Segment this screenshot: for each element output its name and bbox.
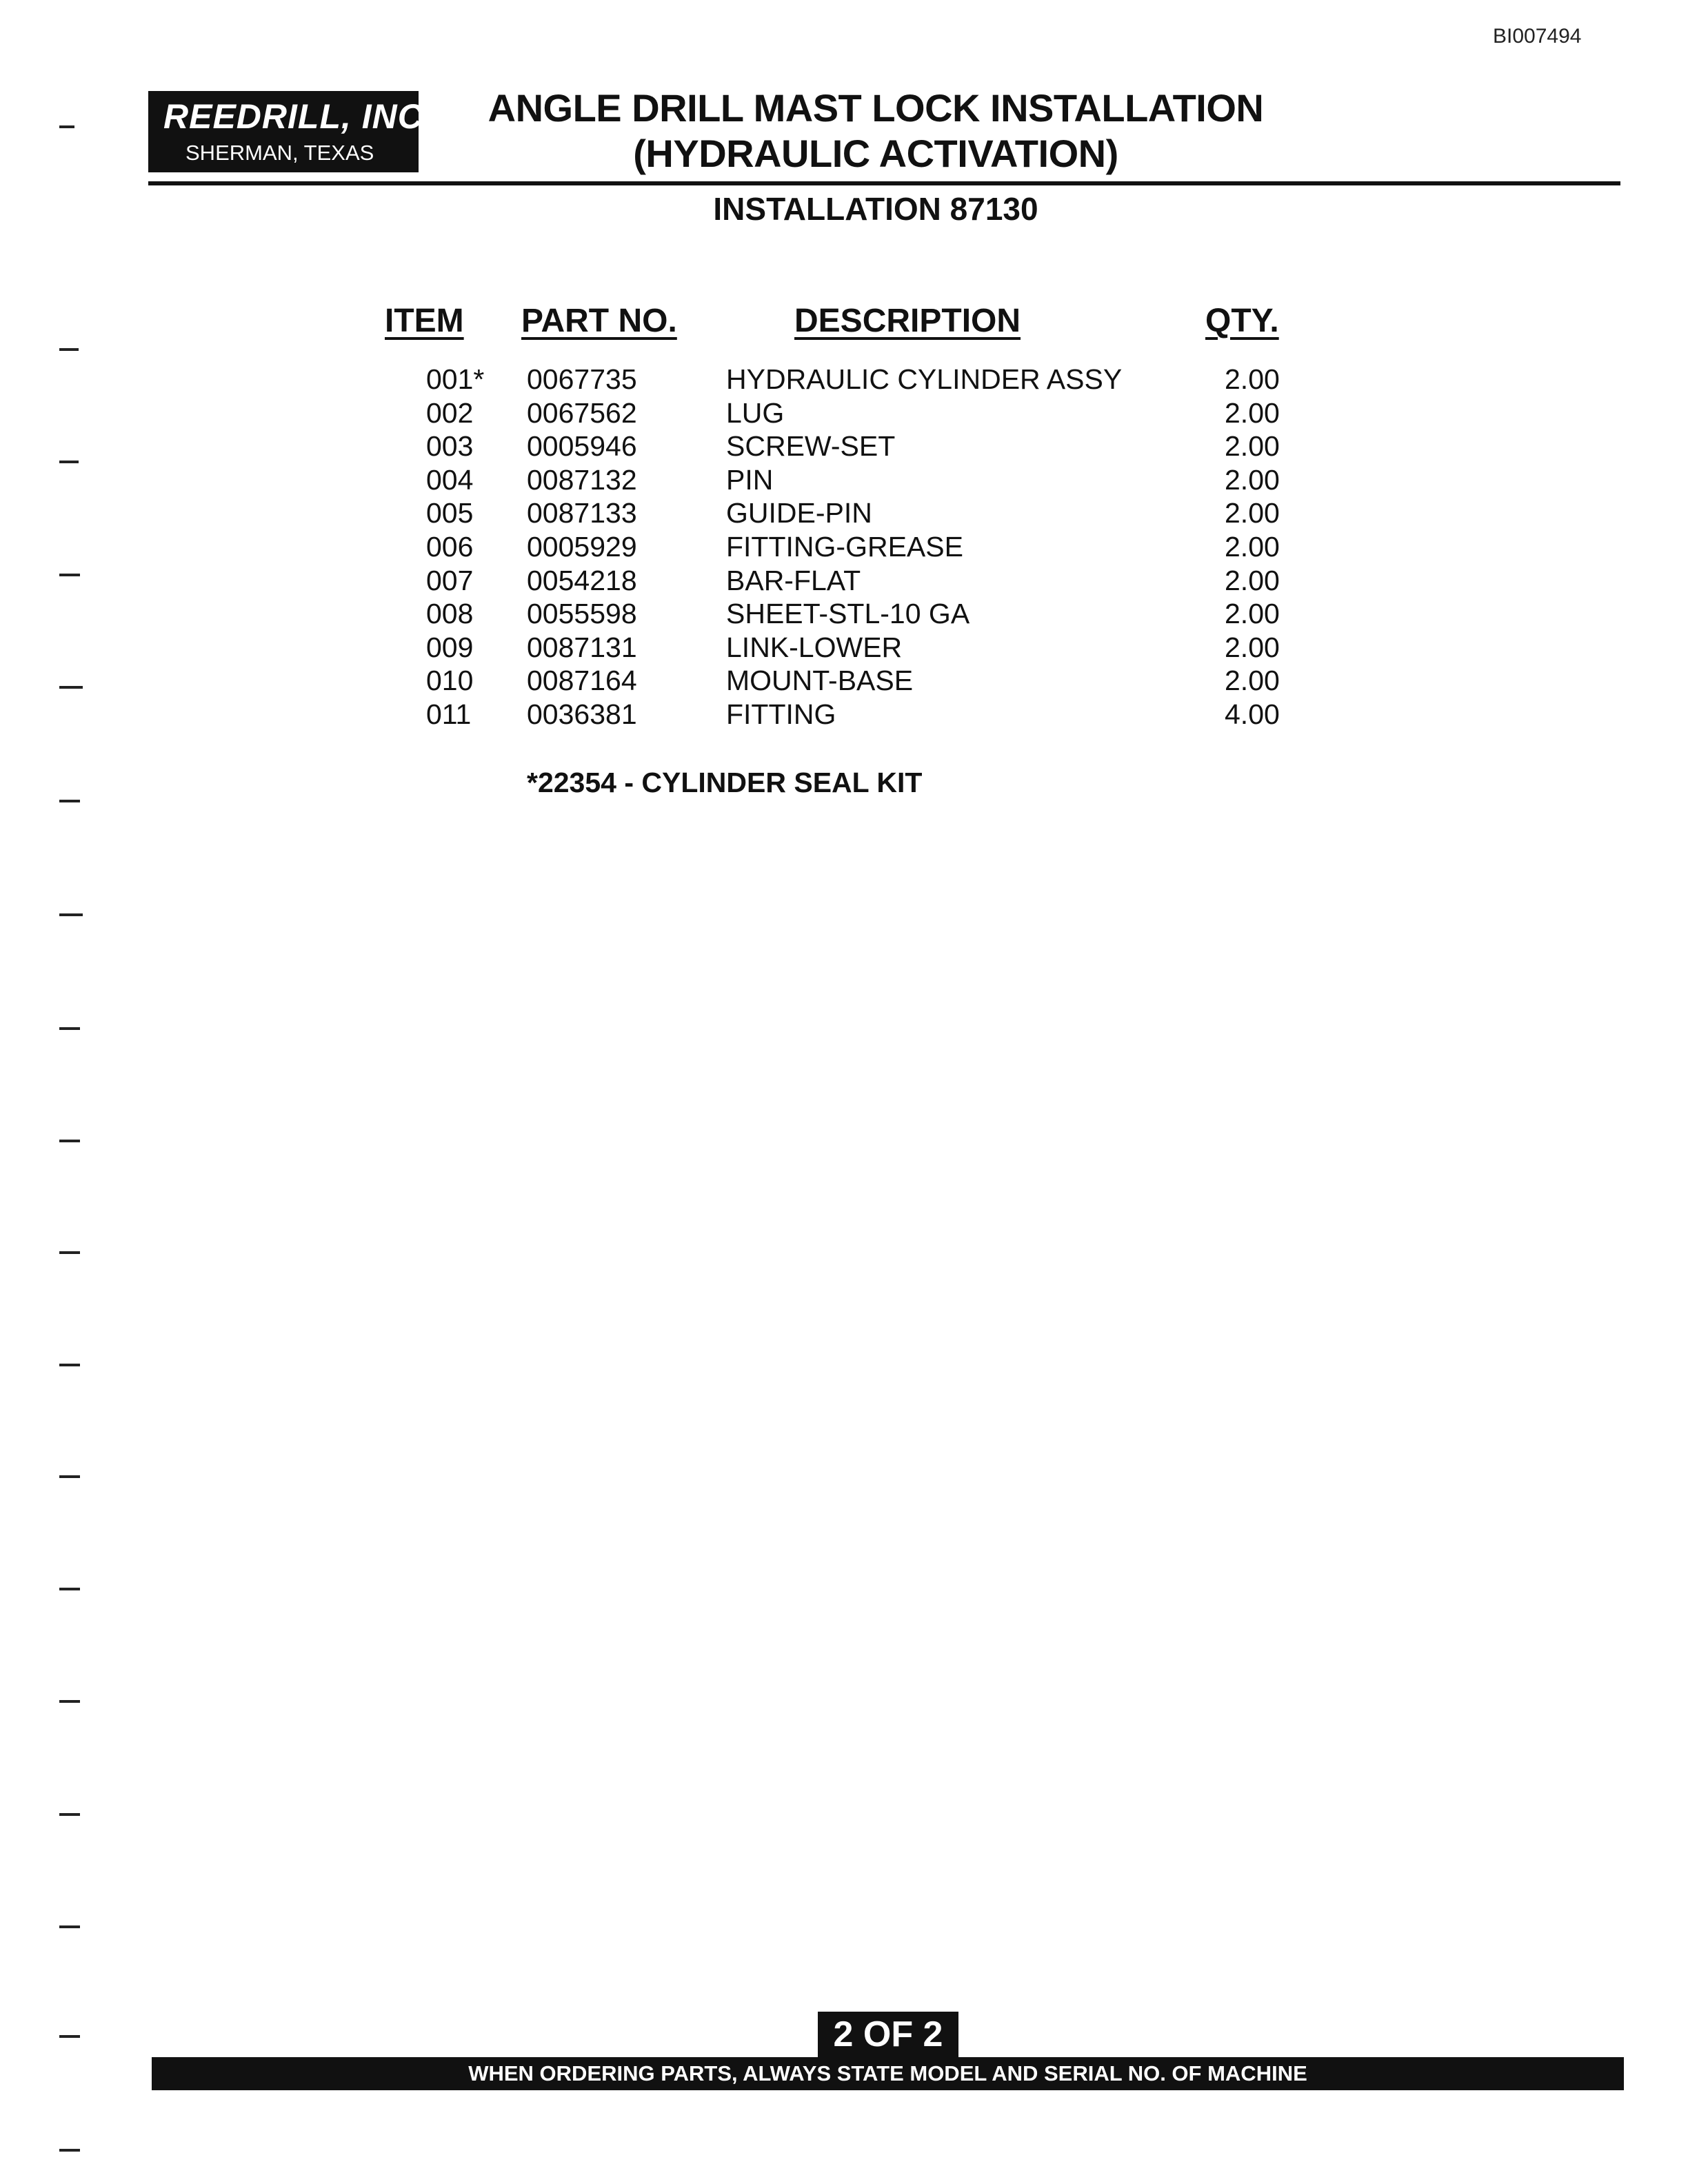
margin-tick bbox=[59, 800, 80, 802]
cell-part-no: 0087164 bbox=[527, 665, 637, 697]
cell-item: 001* bbox=[426, 363, 485, 395]
cell-item: 005 bbox=[426, 497, 474, 529]
cell-description: HYDRAULIC CYLINDER ASSY bbox=[726, 363, 1123, 395]
table-row bbox=[0, 496, 1688, 530]
cell-part-no: 0055598 bbox=[527, 598, 637, 630]
cell-item: 009 bbox=[426, 631, 474, 663]
cell-qty: 2.00 bbox=[1225, 564, 1280, 596]
margin-tick bbox=[59, 1140, 80, 1142]
page-title-line-2: (HYDRAULIC ACTIVATION) bbox=[633, 132, 1118, 175]
cell-qty: 2.00 bbox=[1225, 631, 1280, 663]
cell-qty: 2.00 bbox=[1225, 598, 1280, 630]
page-number-badge: 2 OF 2 bbox=[818, 2012, 958, 2057]
cell-item: 007 bbox=[426, 564, 474, 596]
cell-qty: 2.00 bbox=[1225, 665, 1280, 697]
cell-part-no: 0054218 bbox=[527, 564, 637, 596]
table-row bbox=[0, 631, 1688, 665]
table-row bbox=[0, 698, 1688, 731]
cell-item: 002 bbox=[426, 396, 474, 429]
table-row bbox=[0, 597, 1688, 631]
cell-part-no: 0087133 bbox=[527, 497, 637, 529]
logo-brand-text: REEDRILL, INC. bbox=[163, 97, 434, 136]
cell-item: 008 bbox=[426, 598, 474, 630]
cell-qty: 2.00 bbox=[1225, 463, 1280, 496]
margin-tick bbox=[59, 1027, 80, 1030]
margin-tick bbox=[59, 1364, 80, 1366]
margin-tick bbox=[59, 2035, 80, 2038]
cell-description: PIN bbox=[726, 463, 774, 496]
margin-tick bbox=[59, 1251, 80, 1254]
table-row bbox=[0, 363, 1688, 396]
margin-tick bbox=[59, 2149, 80, 2152]
cell-qty: 2.00 bbox=[1225, 531, 1280, 563]
cell-item: 011 bbox=[426, 698, 472, 730]
table-row bbox=[0, 664, 1688, 698]
binding-margin-marks bbox=[0, 0, 97, 2184]
column-header-qty: QTY. bbox=[1205, 303, 1279, 339]
cell-qty: 2.00 bbox=[1225, 497, 1280, 529]
table-row bbox=[0, 530, 1688, 564]
margin-tick bbox=[59, 686, 83, 689]
cell-description: MOUNT-BASE bbox=[726, 665, 914, 697]
page-title-line-1: ANGLE DRILL MAST LOCK INSTALLATION bbox=[488, 86, 1264, 130]
cell-item: 006 bbox=[426, 531, 474, 563]
cell-description: SHEET-STL-10 GA bbox=[726, 598, 970, 630]
seal-kit-footnote: *22354 - CYLINDER SEAL KIT bbox=[527, 767, 923, 798]
cell-part-no: 0067735 bbox=[527, 363, 637, 395]
cell-part-no: 0036381 bbox=[527, 698, 637, 730]
margin-tick bbox=[59, 348, 79, 351]
cell-part-no: 0087131 bbox=[527, 631, 637, 663]
cell-description: BAR-FLAT bbox=[726, 564, 861, 596]
cell-description: LINK-LOWER bbox=[726, 631, 903, 663]
cell-description: SCREW-SET bbox=[726, 430, 896, 463]
table-row bbox=[0, 463, 1688, 497]
logo-city-text: SHERMAN, TEXAS bbox=[185, 141, 374, 165]
cell-part-no: 0005929 bbox=[527, 531, 637, 563]
cell-part-no: 0005946 bbox=[527, 430, 637, 463]
cell-description: FITTING-GREASE bbox=[726, 531, 963, 563]
cell-qty: 2.00 bbox=[1225, 363, 1280, 395]
cell-item: 004 bbox=[426, 463, 474, 496]
table-row bbox=[0, 396, 1688, 430]
column-header-part-no: PART NO. bbox=[521, 303, 677, 339]
cell-item: 003 bbox=[426, 430, 474, 463]
column-header-item: ITEM bbox=[385, 303, 464, 339]
cell-description: LUG bbox=[726, 396, 785, 429]
margin-tick bbox=[59, 574, 80, 576]
margin-tick bbox=[59, 1700, 80, 1703]
margin-tick bbox=[59, 1588, 80, 1590]
margin-tick bbox=[59, 1813, 80, 1816]
table-row bbox=[0, 429, 1688, 463]
margin-tick bbox=[59, 1475, 80, 1478]
margin-tick bbox=[59, 913, 83, 916]
cell-qty: 2.00 bbox=[1225, 430, 1280, 463]
margin-tick bbox=[59, 125, 74, 128]
table-row bbox=[0, 564, 1688, 598]
margin-tick bbox=[59, 1925, 80, 1928]
column-header-description: DESCRIPTION bbox=[794, 303, 1021, 339]
cell-part-no: 0087132 bbox=[527, 463, 637, 496]
cell-description: FITTING bbox=[726, 698, 836, 730]
installation-subtitle: INSTALLATION 87130 bbox=[713, 191, 1038, 227]
ordering-notice-bar: WHEN ORDERING PARTS, ALWAYS STATE MODEL AND SERIAL NO. OF MACHINE bbox=[152, 2057, 1624, 2090]
cell-qty: 2.00 bbox=[1225, 396, 1280, 429]
margin-tick bbox=[59, 461, 79, 463]
company-logo bbox=[148, 91, 434, 172]
cell-part-no: 0067562 bbox=[527, 396, 637, 429]
document-id: BI007494 bbox=[1493, 25, 1582, 48]
cell-item: 010 bbox=[426, 665, 474, 697]
cell-description: GUIDE-PIN bbox=[726, 497, 872, 529]
header-divider bbox=[148, 181, 1620, 185]
cell-qty: 4.00 bbox=[1225, 698, 1280, 730]
